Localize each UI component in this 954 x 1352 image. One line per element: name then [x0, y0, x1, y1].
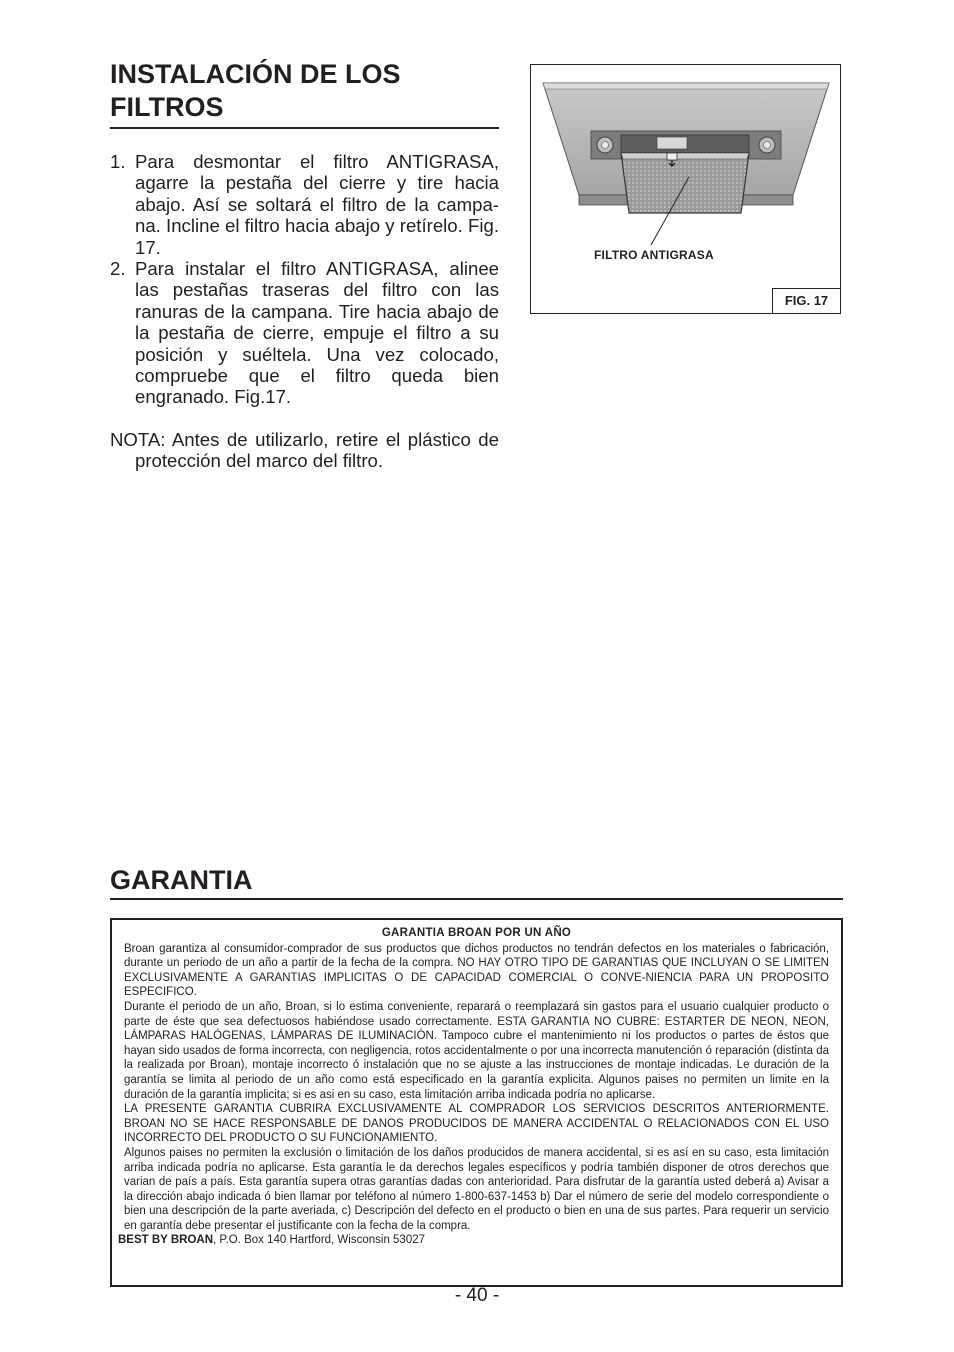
install-step [110, 258, 499, 408]
warranty-paragraph: Durante el periodo de un año, Broan, si lo estima conveniente, reparará o reemplazará sin gastos para el usuario cualquier producto o parte de éste que sea defectuosos habiéndose usado correctamente. ESTA GARANTIA NO CUBRE: ESTARTER DE NEON, NEON, LÁMPARAS HALÓGENAS, LÁMPARAS DE ILUMINACIÓN. Tampoco cubre el mantenimiento ni los productos o partes de éstos que hayan sido usados de forma incorrecta, con negligencia, rotos accidentalmente o por una incorrecta manutención ó reparación (distinta da la realizada por Broan), montaje incorrecto ó instalación que no se ajuste a las instrucciones de montaje indicadas. Le duración de la garantía se limita al periodo de un año como está especificado en la garantía explicita. Algunos paises no permiten un limite en la duración de la garantía implicita; si es asi en su caso, esta limitación arriba indicada podría no aplicarse. [124, 1000, 829, 1101]
warranty-paragraph: Broan garantiza al consumidor-comprador de sus productos que dichos productos no tendrán defectos en los materiales o fabricación, durante un periodo de un año a partir de la fecha de la compra. NO HAY OTRO TIPO DE GARANTIAS QUE INCLUYAN O SE LIMITEN EXCLUSIVAMENTE A GARANTIAS IMPLICITAS O DE CAPACIDAD COMERCIAL O CONVE-NIENCIA PARA UN PROPOSITO ESPECIFICO. [124, 942, 829, 999]
warranty-address: , P.O. Box 140 Hartford, Wisconsin 53027 [213, 1234, 426, 1247]
install-instructions [110, 151, 499, 472]
install-steps-list [110, 151, 499, 408]
range-hood-illustration [531, 65, 842, 315]
warranty-box-title: GARANTIA BROAN POR UN AÑO [381, 927, 572, 939]
figure-17 [530, 64, 841, 314]
step-text: Para instalar el filtro ANTIGRASA, alinee las pestañas traseras del filtro con las ranuras de la campana. Tire hacia abajo de la pestaña de cierre, empuje el filtro a su posición y suéltela. Una vez colocado, compruebe que el filtro queda bien engranado. Fig.17. [135, 258, 499, 408]
warranty-box [110, 918, 843, 1287]
install-step [110, 151, 499, 258]
title-underline [110, 127, 499, 129]
page-number: - 40 - [454, 1285, 500, 1306]
warranty-paragraph: Algunos paises no permiten la exclusión o limitación de los daños producidos de manera accidental, si es así en su caso, esta limitación arriba indicada podría no aplicarse. Esta garantía le da derechos legales específicos y podría también disponer de otros derechos que varian de país a país. Esta garantía supera otras garantías dadas con anterioridad. Para disfrutar de la garantía usted deberá a) Avisar a la dirección abajo indicada ó bien llamar por teléfono al número 1-800-637-1453 b) Dar el número de serie del modelo correspondiente o bien una descripción de la parte averiada, c) Descripción del defecto en el producto o bien en una de sus partes. Para requerir un servicio en garantía debe presentar el justificante con la fecha de la compra. [124, 1146, 829, 1232]
warranty-footer [118, 1233, 829, 1248]
figure-label: FIG. 17 [772, 288, 841, 314]
warranty-brand: BEST BY BROAN [118, 1234, 213, 1247]
step-number: 2. [110, 258, 126, 280]
install-note: NOTA: Antes de utilizarlo, retire el plástico de protección del marco del filtro. [110, 428, 499, 472]
warranty-section-title: GARANTIA [110, 865, 253, 895]
title-underline [110, 898, 843, 900]
step-number: 1. [110, 151, 126, 172]
step-text: Para desmontar el filtro ANTIGRASA, agarre la pestaña del cierre y tire hacia abajo. Así se soltará el filtro de la campa-na. Incline el filtro hacia abajo y retírelo. Fig. 17. [135, 151, 499, 258]
install-section-title: INSTALACIÓN DE LOS FILTROS [110, 59, 401, 122]
warranty-paragraph: LA PRESENTE GARANTIA CUBRIRA EXCLUSIVAMENTE AL COMPRADOR LOS SERVICIOS DESCRITOS ANTERIORMENTE. BROAN NO SE HACE RESPONSABLE DE DANOS PRODUCIDOS DE MANERA ACCIDENTAL O RELACIONADOS CON EL USO INCORRECTO DEL PRODUCTO O SU FUNCIONAMIENTO. [124, 1103, 829, 1145]
filter-callout-label: FILTRO ANTIGRASA [594, 248, 714, 262]
